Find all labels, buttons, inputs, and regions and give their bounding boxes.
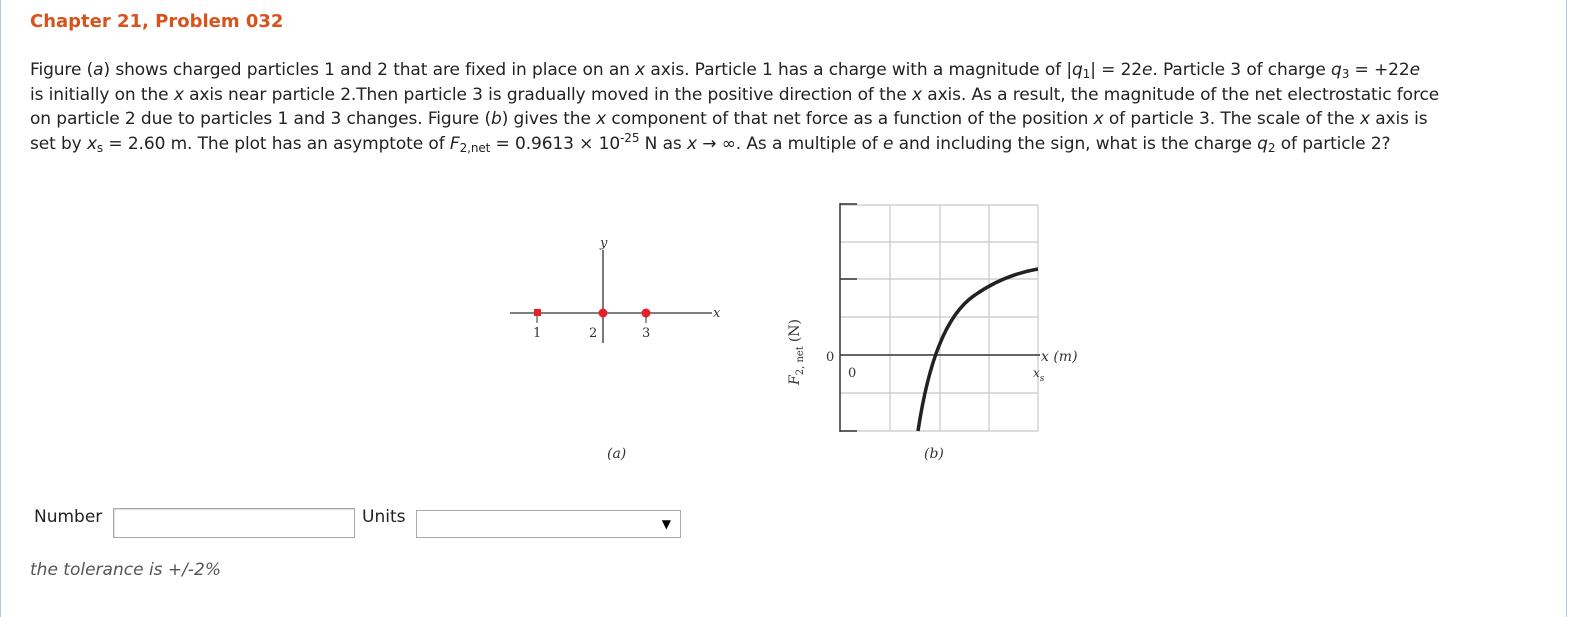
figure-b-x-zero: 0 bbox=[848, 366, 857, 381]
figure-a-x-label: x bbox=[713, 306, 721, 321]
figure-b-grid bbox=[840, 205, 1038, 431]
figure-b-x-label: x (m) bbox=[1041, 349, 1078, 365]
particle-3-label: 3 bbox=[642, 326, 651, 341]
problem-line-4: set by $x_s = 2.60$ m. The plot has an asymptote of $F_{2,net} = 0.9613 \times 10^{-25}$ N as x → ∞. As a multiple of e and including the sign, what is the charge $q_2$ of particle 2? bbox=[30, 130, 1391, 155]
particle-2 bbox=[599, 309, 608, 318]
problem-statement bbox=[30, 58, 1555, 156]
number-label: Number bbox=[34, 507, 103, 527]
units-select[interactable] bbox=[416, 510, 681, 538]
problem-line-3: on particle 2 due to particles 1 and 3 changes. Figure (b) gives the x component of that net force as a function of the position x of particle 3. The scale of the x axis is bbox=[30, 109, 1428, 129]
particle-2-label: 2 bbox=[589, 326, 598, 341]
problem-line-1: Figure (a) shows charged particles 1 and 2 that are fixed in place on an x axis. Particle 1 has a charge with a magnitude of $|q_1| = 22e$. Particle 3 of charge $q_3 = +22e$ bbox=[30, 60, 1420, 81]
problem-line-2: is initially on the x axis near particle 2.Then particle 3 is gradually moved in the positive direction of the x axis. As a result, the magnitude of the net electrostatic force bbox=[30, 84, 1440, 105]
figure-b-force-curve bbox=[918, 269, 1038, 431]
particle-1-label: 1 bbox=[533, 326, 542, 341]
chevron-down-icon: ▼ bbox=[661, 517, 671, 531]
problem-figure bbox=[500, 195, 1100, 475]
page-title: Chapter 21, Problem 032 bbox=[30, 11, 284, 32]
figure-a-caption: (a) bbox=[607, 446, 627, 462]
figure-a bbox=[510, 236, 721, 462]
tolerance-note: the tolerance is +/-2% bbox=[30, 560, 222, 580]
figure-b-y-zero: 0 bbox=[826, 350, 835, 365]
particle-1 bbox=[534, 309, 541, 316]
units-label: Units bbox=[362, 507, 406, 527]
figure-b bbox=[787, 203, 1078, 462]
figure-b-y-label: $F_{2, net}(N)$ bbox=[787, 318, 806, 385]
figure-b-xs-label: $x_s$ bbox=[1033, 366, 1045, 384]
figure-b-caption: (b) bbox=[924, 446, 944, 462]
figure-a-y-label: y bbox=[600, 236, 608, 251]
number-input[interactable] bbox=[113, 508, 355, 538]
